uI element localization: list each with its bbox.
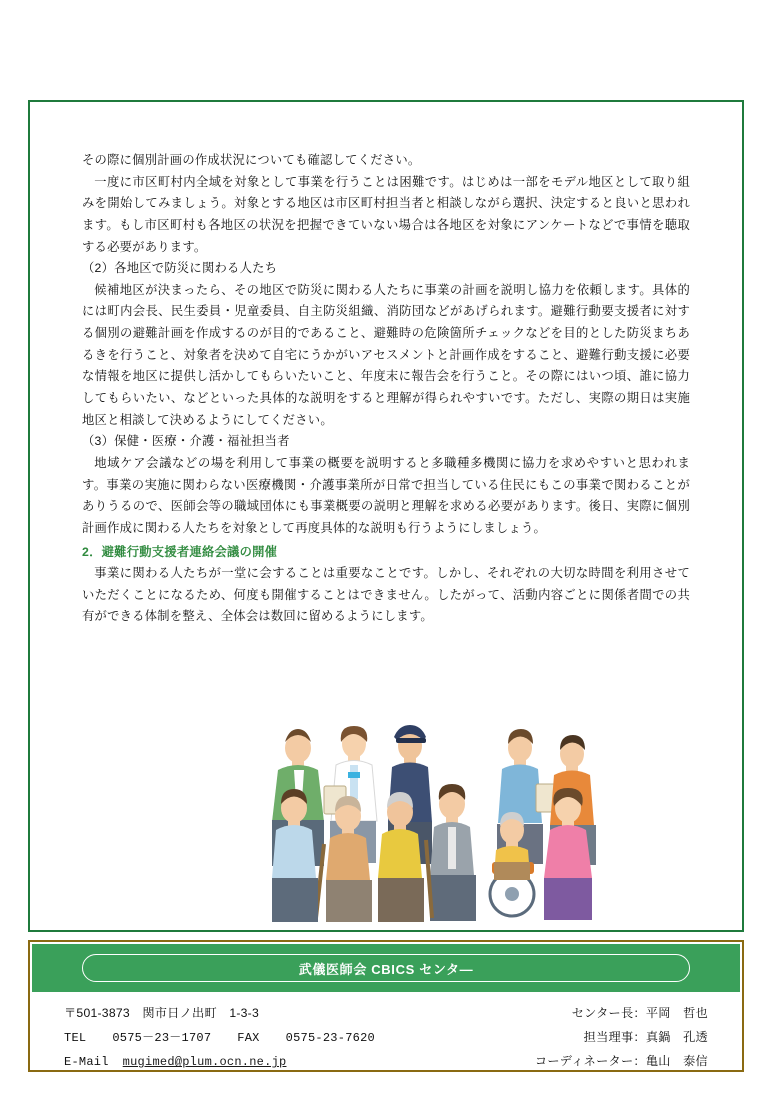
footer-contact-block xyxy=(32,992,740,1068)
footer-email-group xyxy=(64,1050,286,1074)
paragraph-3: 候補地区が決まったら、その地区で防災に関わる人たちに事業の計画を説明し協力を依頼します。具体的には町内会長、民生委員・児童委員、自主防災組織、消防団などがあげられます。避難行動要支援者に対する個別の避難計画を作成するのが目的であること、避難時の危険箇所チェックなどを目的とした防災まちあるきを行うこと、対象者を決めて自宅にうかがいアセスメントと計画作成をすること、避難行動支援に必要な情報を地区に提供し活かしてもらいたいこと、年度末に報告会を行うこと。その際にはいつ頃、誰に協力してもらいたい、などといった具体的な説明をすると理解が得られやすいです。ただし、実際の期日は実施地区と相談して決めるようにしてください。 xyxy=(82,282,690,427)
footer-row-phone xyxy=(64,1026,708,1050)
fax-value: 0575-23-7620 xyxy=(285,1030,375,1045)
paragraph-4: 地域ケア会議などの場を利用して事業の概要を説明すると多職種多機関に協力を求めやすいと思われます。事業の実施に関わらない医療機関・介護事業所が日常で担当している住民にもこの事業で関わることがありうるので、医師会等の職域団体にも事業概要の説明と理解を求める必要があります。後日、実際に個別計画作成に関わる人たちを対象として再度具体的な説明も行うようにしましょう。 xyxy=(82,455,690,535)
footer-title-pill xyxy=(82,954,690,982)
footer-row-address xyxy=(64,1002,708,1026)
footer-row-email xyxy=(64,1050,708,1074)
footer-managing-director: 担当理事：真鍋 孔透 xyxy=(583,1029,708,1044)
document-body xyxy=(82,150,690,628)
tel-label: TEL xyxy=(64,1030,87,1045)
footer-coordinator: コーディネーター：亀山 泰信 xyxy=(534,1054,708,1069)
email-link[interactable]: mugimed@plum.ocn.ne.jp xyxy=(122,1055,287,1070)
footer-panel xyxy=(28,940,744,1072)
tel-value: 0575－23－1707 xyxy=(112,1030,212,1045)
paragraph-1: その際に個別計画の作成状況についても確認してください。 xyxy=(82,153,421,167)
email-label: E-Mail xyxy=(64,1055,109,1070)
section-heading: 2．避難行動支援者連絡会議の開催 xyxy=(82,544,278,559)
footer-band xyxy=(32,944,740,992)
closing-paragraph: 事業に関わる人たちが一堂に会することは重要なことです。しかし、それぞれの大切な時間を利用させていただくことになるため、何度も開催することはできません。したがって、活動内容ごとに関係者間での共有ができる体制を整え、全体会は数回に留めるようにします。 xyxy=(82,566,690,624)
people-group-illustration xyxy=(220,712,640,932)
footer-phone-group xyxy=(64,1026,375,1050)
figure-gray-vest xyxy=(430,784,476,921)
footer-center-director: センター長：平岡 哲也 xyxy=(571,1006,708,1020)
footer-title: 武儀医師会 CBICS センタ― xyxy=(298,961,474,977)
paragraph-2: 一度に市区町村内全域を対象として事業を行うことは困難です。はじめは一部をモデル地区として取り組みを開始してみましょう。対象とする地区は市区町村担当者と相談しながら選択、決定すると良いと思われます。もし市区町村も各地区の状況を把握できていない場合は各地区を対象にアンケートなどで事情を聴取する必要があります。 xyxy=(82,174,690,254)
fax-label: FAX xyxy=(237,1030,260,1045)
footer-address: 〒501-3873 関市日ノ出町 1-3-3 xyxy=(64,1006,260,1020)
content-panel xyxy=(28,100,744,932)
subheading-3: （3）保健・医療・介護・福祉担当者 xyxy=(82,434,290,449)
subheading-2: （2）各地区で防災に関わる人たち xyxy=(82,261,278,276)
